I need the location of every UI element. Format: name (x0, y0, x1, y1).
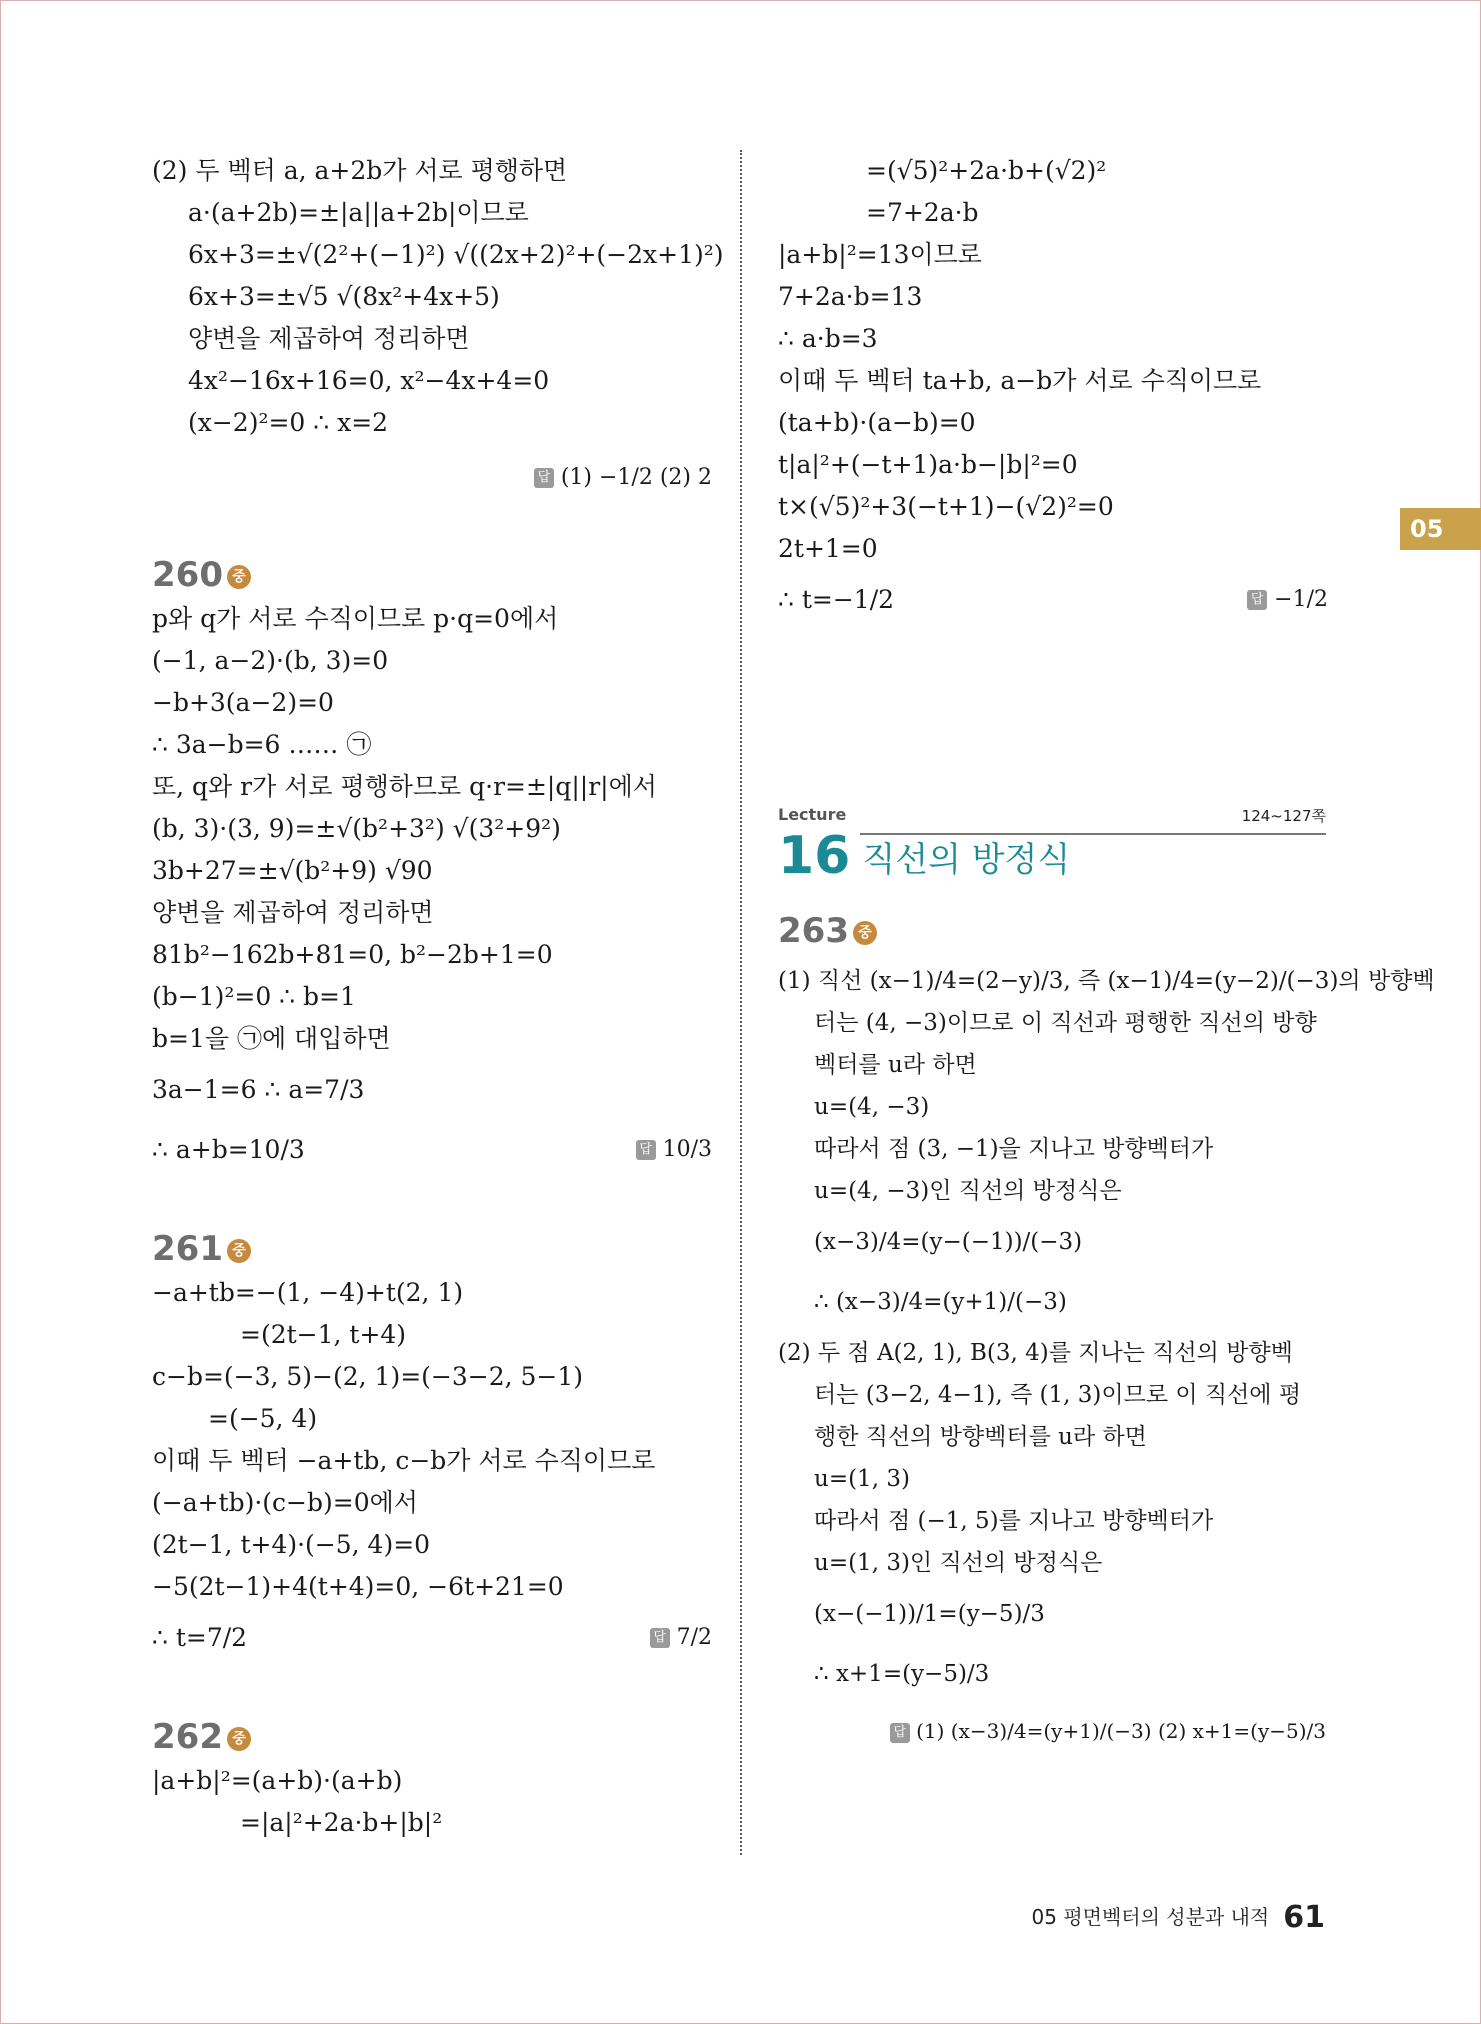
lecture-header (778, 805, 1435, 1752)
text-line: =(2t−1, t+4) (240, 1320, 407, 1349)
lecture-rule (860, 833, 1326, 835)
text-line (152, 1120, 712, 1180)
problem-number (152, 552, 712, 598)
text-line: (x−3)/4=(y−(−1))/(−3) (814, 1229, 1083, 1255)
chapter-title: 05 평면벡터의 성분과 내적 (1031, 1905, 1270, 1929)
text-line: 3b+27=±√(b²+9) √90 (152, 856, 433, 885)
lecture-page-range: 124~127쪽 (1241, 807, 1326, 825)
text-line: 따라서 점 (−1, 5)를 지나고 방향벡터가 (814, 1508, 1214, 1534)
text-line: 터는 (3−2, 4−1), 즉 (1, 3)이므로 이 직선에 평 (814, 1382, 1302, 1408)
lecture-title (778, 826, 1326, 886)
text-line: |a+b|²=(a+b)·(a+b) (152, 1766, 403, 1795)
text-line: ∴ (x−3)/4=(y+1)/(−3) (814, 1289, 1067, 1315)
answer-line (1247, 570, 1328, 630)
problem-number (152, 1714, 712, 1760)
problem-number (778, 908, 1326, 954)
difficulty-badge: 중 (853, 921, 877, 945)
lecture-title-text: 직선의 방정식 (862, 839, 1071, 880)
answer-text: (1) −1/2 (2) 2 (560, 465, 712, 490)
text-line: =(−5, 4) (208, 1404, 318, 1433)
text-line: 81b²−162b+81=0, b²−2b+1=0 (152, 940, 553, 969)
text-line: (b−1)²=0 ∴ b=1 (152, 982, 356, 1011)
solution-262 (152, 1760, 712, 1844)
left-column (152, 150, 724, 1844)
text-line: (1) 직선 (x−1)/4=(2−y)/3, 즉 (x−1)/4=(y−2)/(−3)의 방향벡 (778, 968, 1435, 994)
text-line: (−a+tb)·(c−b)=0에서 (152, 1488, 418, 1517)
answer-text: −1/2 (1274, 587, 1328, 612)
difficulty-badge: 중 (227, 1239, 251, 1263)
solution-262-continued (778, 150, 1328, 630)
text-line: 이때 두 벡터 ta+b, a−b가 서로 수직이므로 (778, 366, 1262, 395)
problem-number-text: 263 (778, 911, 849, 951)
final-expression: ∴ t=−1/2 (778, 585, 895, 614)
chapter-tab: 05 (1400, 508, 1481, 550)
text-line: 행한 직선의 방향벡터를 u라 하면 (814, 1424, 1147, 1450)
text-line: ∴ a·b=3 (778, 324, 878, 353)
text-line: c−b=(−3, 5)−(2, 1)=(−3−2, 5−1) (152, 1362, 584, 1391)
text-line: (b, 3)·(3, 9)=±√(b²+3²) √(3²+9²) (152, 814, 561, 843)
final-expression: ∴ a+b=10/3 (152, 1135, 305, 1164)
text-line: 양변을 제곱하여 정리하면 (152, 898, 434, 927)
text-line: 따라서 점 (3, −1)을 지나고 방향벡터가 (814, 1136, 1214, 1162)
text-line: (x−2)²=0 ∴ x=2 (188, 408, 389, 437)
page-footer (1032, 1900, 1325, 1935)
answer-text: 7/2 (676, 1625, 712, 1650)
text-line: 양변을 제곱하여 정리하면 (188, 324, 470, 353)
text-line: 6x+3=±√(2²+(−1)²) √((2x+2)²+(−2x+1)²) (188, 240, 724, 269)
text-line: t×(√5)²+3(−t+1)−(√2)²=0 (778, 492, 1114, 521)
text-line: 또, q와 r가 서로 평행하므로 q·r=±|q||r|에서 (152, 772, 657, 801)
solution-260 (152, 598, 712, 1180)
text-line: (x−(−1))/1=(y−5)/3 (814, 1601, 1045, 1627)
text-line: 6x+3=±√5 √(8x²+4x+5) (188, 282, 500, 311)
solution-263 (778, 960, 1435, 1752)
text-line: (2) 두 벡터 a, a+2b가 서로 평행하면 (152, 156, 568, 185)
problem-number-text: 262 (152, 1717, 223, 1757)
text-line: −a+tb=−(1, −4)+t(2, 1) (152, 1278, 464, 1307)
solution-261 (152, 1272, 712, 1668)
problem-number-text: 260 (152, 555, 223, 595)
text-line: 벡터를 u라 하면 (814, 1052, 977, 1078)
text-line: b=1을 ㉠에 대입하면 (152, 1024, 391, 1053)
answer-icon: 답 (534, 468, 554, 488)
text-line: −b+3(a−2)=0 (152, 688, 334, 717)
difficulty-badge: 중 (227, 1727, 251, 1751)
text-line: u=(4, −3)인 직선의 방정식은 (814, 1178, 1122, 1204)
answer-icon: 답 (890, 1723, 910, 1743)
text-line: =7+2a·b (866, 198, 979, 227)
problem-number-text: 261 (152, 1229, 223, 1269)
answer-line (152, 450, 712, 506)
text-line: t|a|²+(−t+1)a·b−|b|²=0 (778, 450, 1078, 479)
text-line: u=(1, 3)인 직선의 방정식은 (814, 1550, 1103, 1576)
answer-icon: 답 (650, 1628, 670, 1648)
answer-line (636, 1120, 712, 1180)
answer-text: (1) (x−3)/4=(y+1)/(−3) (2) x+1=(y−5)/3 (916, 1719, 1326, 1743)
answer-text: 10/3 (662, 1137, 712, 1162)
problem-number (152, 1226, 712, 1272)
lecture-number: 16 (778, 826, 851, 886)
text-line: (2t−1, t+4)·(−5, 4)=0 (152, 1530, 431, 1559)
text-line (152, 1608, 712, 1668)
text-line: p와 q가 서로 수직이므로 p·q=0에서 (152, 604, 559, 633)
answer-line (650, 1608, 712, 1668)
right-column (778, 150, 1328, 630)
text-line: 터는 (4, −3)이므로 이 직선과 평행한 직선의 방향 (814, 1010, 1317, 1036)
solution-259-part2 (152, 150, 724, 506)
text-line: 7+2a·b=13 (778, 282, 923, 311)
lecture-label: Lecture (778, 805, 847, 824)
text-line: 3a−1=6 ∴ a=7/3 (152, 1075, 365, 1104)
final-expression: ∴ t=7/2 (152, 1623, 248, 1652)
text-line: ∴ 3a−b=6 …… ㉠ (152, 730, 372, 759)
column-divider (740, 150, 742, 1855)
text-line: a·(a+2b)=±|a||a+2b|이므로 (188, 198, 529, 227)
text-line: (−1, a−2)·(b, 3)=0 (152, 646, 389, 675)
text-line: |a+b|²=13이므로 (778, 240, 982, 269)
text-line: 2t+1=0 (778, 534, 878, 563)
text-line: −5(2t−1)+4(t+4)=0, −6t+21=0 (152, 1572, 564, 1601)
text-line: ∴ x+1=(y−5)/3 (814, 1661, 990, 1687)
text-line: (2) 두 점 A(2, 1), B(3, 4)를 지나는 직선의 방향벡 (778, 1340, 1293, 1366)
answer-line (778, 1710, 1326, 1752)
answer-icon: 답 (1247, 590, 1267, 610)
answer-icon: 답 (636, 1140, 656, 1160)
text-line: =(√5)²+2a·b+(√2)² (866, 156, 1107, 185)
text-line (778, 570, 1328, 630)
text-line: u=(1, 3) (814, 1466, 910, 1492)
text-line: (ta+b)·(a−b)=0 (778, 408, 976, 437)
text-line: u=(4, −3) (814, 1094, 930, 1120)
text-line: 이때 두 벡터 −a+tb, c−b가 서로 수직이므로 (152, 1446, 656, 1475)
text-line: =|a|²+2a·b+|b|² (240, 1808, 443, 1837)
text-line: 4x²−16x+16=0, x²−4x+4=0 (188, 366, 550, 395)
difficulty-badge: 중 (227, 565, 251, 589)
page-number: 61 (1283, 1900, 1325, 1935)
